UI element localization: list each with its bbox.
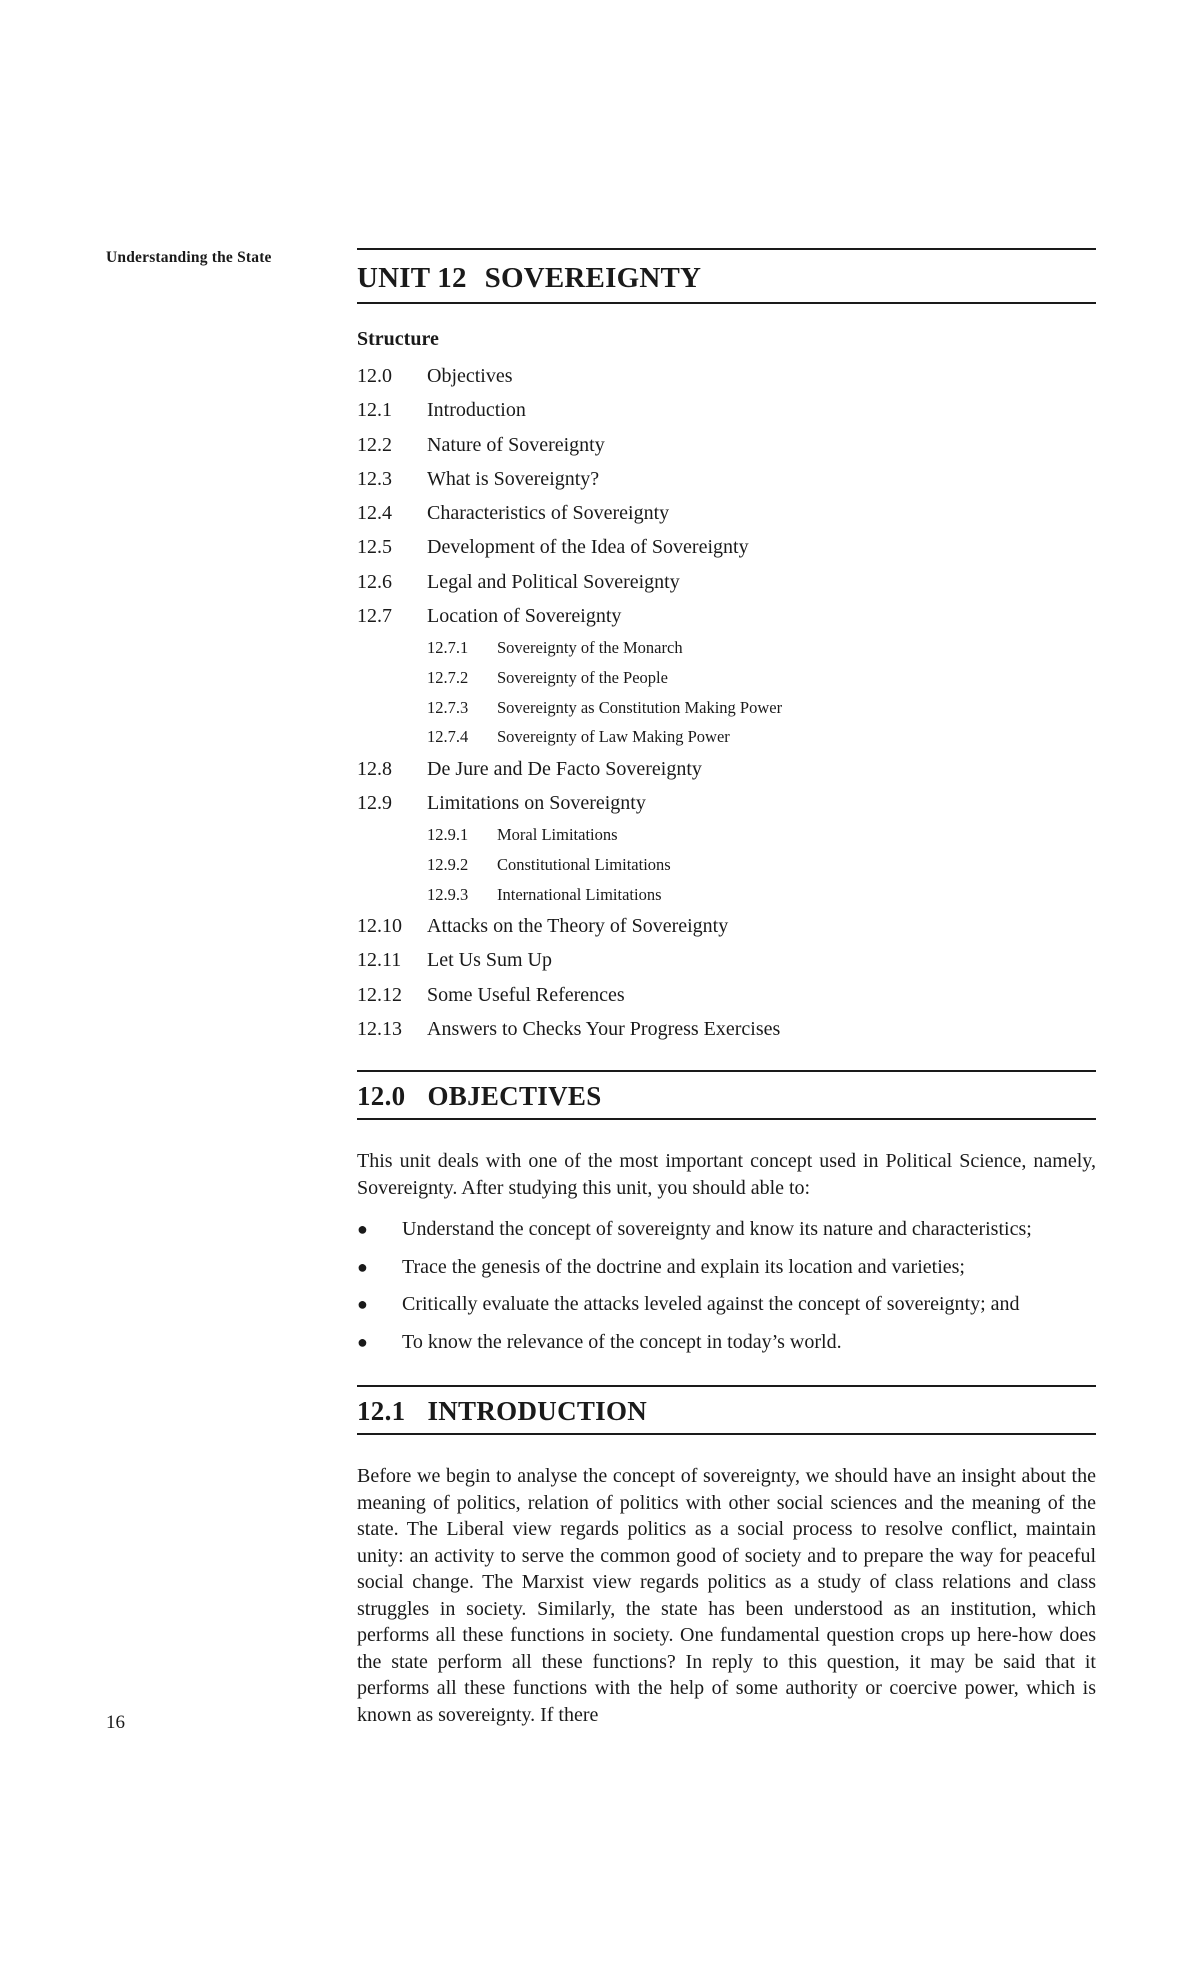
toc-subitem-number: 12.7.4 [427, 727, 469, 747]
toc-item-number: 12.13 [357, 1018, 402, 1041]
toc-subitem [357, 880, 1096, 910]
toc-subitem-number: 12.9.1 [427, 825, 469, 845]
bullet-item [357, 1249, 1096, 1287]
toc-subitem-label: Sovereignty of the Monarch [497, 638, 683, 658]
toc-subitem-number: 12.7.3 [427, 697, 469, 717]
toc-item [357, 599, 1096, 633]
toc-subitem-label: Moral Limitations [497, 825, 618, 845]
toc-item-label: Objectives [427, 365, 513, 387]
toc-subitem [357, 722, 1096, 752]
toc-item [357, 565, 1096, 599]
page-number: 16 [106, 1712, 125, 1733]
section-title [357, 1072, 1096, 1118]
objectives-section-heading [357, 1070, 1096, 1120]
objectives-intro-paragraph: This unit deals with one of the most important concept used in Political Science, namely, Sovereignty. After studying this unit, you should able to: [357, 1150, 1096, 1199]
toc-item-label: Let Us Sum Up [427, 949, 552, 972]
toc-item-label: Limitations on Sovereignty [427, 792, 646, 815]
toc-subitem-number: 12.7.2 [427, 667, 469, 687]
toc-subitem-label: International Limitations [497, 884, 662, 904]
toc-item-number: 12.8 [357, 757, 392, 780]
bullet-icon: ● [357, 1219, 368, 1240]
toc-subitem [357, 850, 1096, 880]
toc-item-label: Answers to Checks Your Progress Exercises [427, 1018, 781, 1041]
toc-subitem-label: Sovereignty as Constitution Making Power [497, 697, 783, 717]
bullet-icon: ● [357, 1294, 368, 1315]
toc-subitem-number: 12.9.3 [427, 884, 469, 904]
section-title-text: INTRODUCTION [427, 1396, 648, 1427]
toc-item-number: 12.2 [357, 433, 392, 456]
bullet-icon: ● [357, 1331, 368, 1352]
section-bottom-rule [357, 1433, 1096, 1435]
running-head: Understanding the State [106, 249, 272, 266]
page-content [357, 248, 1096, 1728]
toc-item-number: 12.4 [357, 502, 392, 525]
bullet-item [357, 1286, 1096, 1324]
toc-item-label: Legal and Political Sovereignty [427, 570, 680, 593]
unit-title-bottom-rule [357, 302, 1096, 304]
toc-item-number: 12.5 [357, 536, 392, 559]
toc-item-label: Attacks on the Theory of Sovereignty [427, 915, 729, 938]
toc-item-number: 12.10 [357, 915, 402, 938]
toc-subitem-number: 12.7.1 [427, 638, 469, 658]
toc-item-number: 12.9 [357, 792, 392, 815]
toc-item [357, 462, 1096, 496]
bullet-text: Understand the concept of sovereignty and know its nature and characteristics; [402, 1218, 1032, 1241]
unit-title [357, 250, 1096, 302]
unit-number: UNIT 12 [357, 262, 467, 294]
toc-item [357, 909, 1096, 943]
bullet-icon: ● [357, 1256, 368, 1277]
toc-subitem [357, 663, 1096, 693]
toc-item-number: 12.7 [357, 605, 392, 628]
toc-item-number: 12.12 [357, 983, 402, 1006]
toc-subitem [357, 693, 1096, 723]
section-title [357, 1387, 1096, 1433]
table-of-contents [357, 359, 1096, 1046]
toc-subitem-label: Constitutional Limitations [497, 854, 671, 874]
toc-item-label: Some Useful References [427, 983, 625, 1006]
toc-item [357, 786, 1096, 820]
section-title-text: OBJECTIVES [427, 1081, 602, 1112]
section-number: 12.0 [357, 1081, 406, 1112]
bullet-text: Trace the genesis of the doctrine and explain its location and varieties; [402, 1255, 965, 1278]
toc-item [357, 359, 1096, 393]
toc-subitem-label: Sovereignty of the People [497, 667, 668, 687]
toc-item [357, 943, 1096, 977]
introduction-section-heading [357, 1385, 1096, 1435]
toc-item-label: De Jure and De Facto Sovereignty [427, 757, 702, 780]
section-number: 12.1 [357, 1396, 406, 1427]
unit-title-text: SOVEREIGNTY [484, 262, 702, 294]
toc-item-label: Location of Sovereignty [427, 605, 622, 628]
introduction-paragraph: Before we begin to analyse the concept of sovereignty, we should have an insight about the meaning of politics, relation of politics with other social sciences and the meaning of the state. The Liberal view regards politics as a social process to resolve conflict, maintain unity: an activity to serve the common good of society and to prepare the way for peaceful social change. The Marxist view regards politics as a study of class relations and class struggles in society. Similarly, the state has been understood as an institution, which performs all these functions in society. One fundamental question crops up here-how does the state perform all these functions? In reply to this question, it may be said that it performs all these functions with the help of some authority or coercive power, which is known as sovereignty. If there [357, 1465, 1096, 1726]
toc-item-number: 12.6 [357, 570, 392, 593]
structure-label: Structure [357, 328, 439, 350]
toc-item [357, 428, 1096, 462]
toc-item [357, 530, 1096, 564]
toc-item-label: Introduction [427, 399, 526, 422]
toc-item [357, 496, 1096, 530]
toc-subitem-label: Sovereignty of Law Making Power [497, 727, 730, 747]
toc-item [357, 1012, 1096, 1046]
toc-item-number: 12.3 [357, 467, 392, 490]
toc-item [357, 752, 1096, 786]
toc-item-number: 12.0 [357, 365, 392, 387]
toc-item-label: Nature of Sovereignty [427, 433, 605, 456]
bullet-text: Critically evaluate the attacks leveled against the concept of sovereignty; and [402, 1293, 1020, 1316]
toc-subitem [357, 820, 1096, 850]
toc-item [357, 393, 1096, 427]
toc-item-number: 12.1 [357, 399, 392, 422]
bullet-item [357, 1211, 1096, 1249]
toc-subitem [357, 633, 1096, 663]
section-bottom-rule [357, 1118, 1096, 1120]
toc-item-label: Characteristics of Sovereignty [427, 502, 670, 525]
objectives-bullet-list [357, 1211, 1096, 1361]
bullet-text: To know the relevance of the concept in today’s world. [402, 1330, 842, 1353]
toc-item [357, 978, 1096, 1012]
bullet-item [357, 1324, 1096, 1362]
toc-item-label: Development of the Idea of Sovereignty [427, 536, 749, 559]
toc-item-label: What is Sovereignty? [427, 467, 600, 490]
toc-item-number: 12.11 [357, 949, 402, 972]
toc-subitem-number: 12.9.2 [427, 854, 469, 874]
